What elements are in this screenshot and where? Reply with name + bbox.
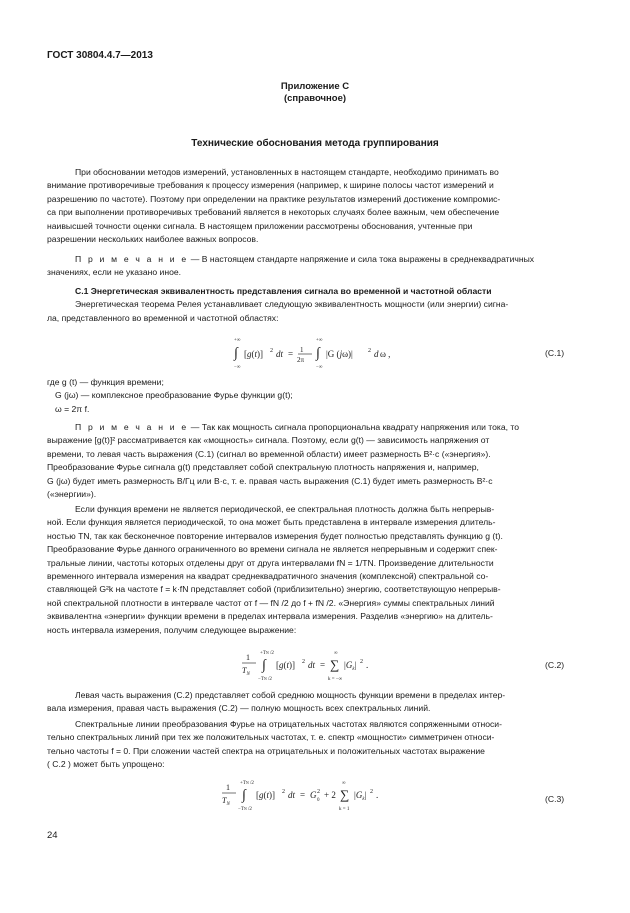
text-line: временного интервала измерения на квадрат среднеквадратичного значения (комплексной) спектральной со- <box>47 571 489 581</box>
svg-text:−TN /2: −TN /2 <box>258 676 272 682</box>
note-label: П р и м е ч а н и е <box>75 254 189 264</box>
text-line: ла, представленного во временной и частотной областях: <box>47 312 279 323</box>
svg-text:∫: ∫ <box>262 658 266 673</box>
text-line: ной. Если функция является периодической, то она может быть представлена в интервале измерения длитель- <box>47 517 496 528</box>
text-line: внимание противоречивые требования к процессу измерения (например, к ширине полосы частот измерений и <box>47 180 494 191</box>
text-line: Преобразование Фурье сигнала g(t) представляет собой спектральную плотность напряжения и, например, <box>47 462 479 473</box>
equation-c2 <box>232 644 432 688</box>
note-1 <box>47 253 581 281</box>
text-line: тельно спектральных линий при тех же положительных частотах, т. е. спектр «мощности» симметричен относи- <box>47 732 495 743</box>
text-line: G (jω) будет иметь размерность В/Гц или В·с, т. е. правая часть выражения (С.1) будет иметь размерность В²·с <box>47 475 493 486</box>
text-line: времени, то левая часть выражения (С.1) (сигнал во временной области) имеет размерность В²·с («энергия»). <box>47 448 491 459</box>
section-title: Технические обоснования метода группирования <box>191 138 439 149</box>
svg-text:1: 1 <box>246 653 250 662</box>
note-label: П р и м е ч а н и е <box>75 422 189 432</box>
text-line: Преобразование Фурье данного ограниченного во времени сигнала не является непрерывным и содержит спек- <box>47 544 498 555</box>
svg-text:∞: ∞ <box>342 781 346 786</box>
svg-text:+ 2: + 2 <box>324 790 336 800</box>
svg-text:∑: ∑ <box>340 787 350 802</box>
svg-text:1: 1 <box>300 346 304 354</box>
document-header: ГОСТ 30804.4.7—2013 <box>47 50 153 61</box>
equation-c1 <box>220 333 430 373</box>
svg-text:=: = <box>288 349 294 359</box>
text-line: вала измерения, правая часть выражения (С.2) — полную мощность всех спектральных линий. <box>47 703 431 714</box>
svg-text:G: G <box>310 790 317 800</box>
svg-text:.: . <box>376 790 379 800</box>
svg-text:+TN /2: +TN /2 <box>260 650 274 656</box>
svg-text:.: . <box>366 660 369 670</box>
intro-paragraph <box>47 166 581 248</box>
equation-number: (С.1) <box>545 348 565 358</box>
text-line: ω = 2π f. <box>55 403 90 414</box>
text-line <box>75 253 581 266</box>
text-line: Если функция времени не является периодической, ее спектральная плотность должна быть непрерыв- <box>75 504 495 514</box>
svg-text:dt: dt <box>308 660 316 670</box>
svg-text:−∞: −∞ <box>316 365 323 370</box>
text-line: значениях, если не указано иное. <box>47 267 182 278</box>
svg-text:2: 2 <box>368 348 371 354</box>
svg-text:dt: dt <box>276 349 284 359</box>
svg-text:2: 2 <box>302 659 305 665</box>
text-line: Левая часть выражения (С.2) представляет собой среднюю мощность функции времени в пределах интер- <box>75 690 506 700</box>
text-line: выражение [g(t)]² рассматривается как «мощность» сигнала. Поэтому, если g(t) — зависимость напряжения от <box>47 435 490 446</box>
appendix-heading <box>0 81 630 105</box>
svg-text:d: d <box>374 349 379 359</box>
text-line: где g (t) — функция времени; <box>47 377 164 387</box>
where-list <box>47 376 581 416</box>
text-line: разрешении нескольких наиболее важных вопросов. <box>47 234 259 244</box>
text-line: При обосновании методов измерений, установленных в настоящем стандарте, необходимо принимать во <box>75 167 499 177</box>
svg-text:0: 0 <box>317 798 320 803</box>
svg-text:|Gk|: $|G_k|$ <box>344 660 357 672</box>
appendix-type: (справочное) <box>283 93 347 104</box>
svg-text:[g(t)]: [g(t)] <box>244 349 264 359</box>
svg-text:+∞: +∞ <box>316 338 323 343</box>
svg-text:∫: ∫ <box>234 346 238 361</box>
text-line: G (jω) — комплексное преобразование Фурье функции g(t); <box>55 390 293 401</box>
svg-text:2: 2 <box>270 348 273 354</box>
note-text: — В настоящем стандарте напряжение и сила тока выражены в среднеквадратичных <box>188 254 535 264</box>
text-line: ной спектральной плотности в интервале частот от f — fN /2 до f + fN /2. «Энергия» суммы спектральных линий <box>47 597 495 608</box>
svg-text:2π: 2π <box>297 356 305 364</box>
svg-text:∞: ∞ <box>334 651 338 656</box>
equation-number: (С.2) <box>545 660 565 670</box>
svg-text:k = −∞: k = −∞ <box>328 677 343 682</box>
text-line: ность интервала измерения, получим следующее выражение: <box>47 624 297 635</box>
text-line: тельно частоты f = 0. При сложении частей спектра на отрицательных и положительных частотах выражение <box>47 745 485 756</box>
svg-text:+∞: +∞ <box>234 338 241 343</box>
text-line: Спектральные линии преобразования Фурье на отрицательных частотах являются сопряженными относи- <box>75 719 502 729</box>
svg-text:−∞: −∞ <box>234 365 241 370</box>
paragraph-periodic <box>47 503 581 639</box>
svg-text:=: = <box>300 790 306 800</box>
text-line: наивысшей точности оценки сигнала. В настоящем приложении рассмотрены обоснования, учтенные при <box>47 220 473 231</box>
svg-text:−TN /2: −TN /2 <box>238 806 252 812</box>
svg-text:∫: ∫ <box>242 788 246 803</box>
svg-text:[g(t)]: [g(t)] <box>256 790 276 800</box>
text-line: ( С.2 ) может быть упрощено: <box>47 759 165 770</box>
text-line: тральные линии, частоты которых отделены друг от друга интервалами fN = 1/TN. Произведение длительности <box>47 557 494 568</box>
svg-text:ω ,: ω , <box>380 349 391 359</box>
text-line: са при выполнении противоречивых требований является в некоторых случаях более важным, чем обеспечение <box>47 207 500 218</box>
svg-text:1: 1 <box>226 783 230 792</box>
svg-text:dt: dt <box>288 790 296 800</box>
text-line: ставляющей G²k на частоте f = k·fN представляет собой (приблизительно) энергию, соответствующую непрерыв- <box>47 584 501 595</box>
section-c1 <box>47 285 581 327</box>
appendix-label: Приложение С <box>280 81 350 92</box>
note-2 <box>47 421 581 503</box>
svg-text:|Gk|: $|G_k|$ <box>354 790 367 802</box>
note-text: — Так как мощность сигнала пропорциональна квадрату напряжения или тока, то <box>188 422 520 432</box>
paragraph-spectral <box>47 718 581 774</box>
text-line: ностью TN, так как бесконечное повторение интервалов измерения будет полностью представлять функцию g (t). <box>47 530 503 541</box>
svg-text:2: 2 <box>317 789 320 795</box>
text-line <box>75 421 581 434</box>
svg-text:TN: $T_N$ <box>222 796 230 807</box>
equation-number: (С.3) <box>545 794 565 804</box>
svg-text:|G (jω)|: |G (jω)| <box>326 349 353 359</box>
svg-text:=: = <box>320 660 326 670</box>
text-line: Энергетическая теорема Релея устанавливает следующую эквивалентность мощности (или энергии) сигна- <box>75 299 509 310</box>
section-heading: С.1 Энергетическая эквивалентность представления сигнала во временной и частотной области <box>75 286 492 296</box>
svg-text:[g(t)]: [g(t)] <box>276 660 296 670</box>
text-line: эквивалентна «энергии» функции времени в пределах интервала измерения. Разделив «энергию» на длитель- <box>47 611 493 622</box>
text-line: разрешению по частоте). Поэтому при определении на практике результатов измерений достижение компромис- <box>47 193 501 204</box>
svg-text:2: 2 <box>370 789 373 795</box>
equation-c3 <box>212 774 412 818</box>
svg-text:TN: $T_N$ <box>242 666 250 677</box>
text-line: («энергии»). <box>47 489 97 499</box>
svg-text:k = 1: k = 1 <box>339 807 350 812</box>
svg-text:+TN /2: +TN /2 <box>240 780 254 786</box>
svg-text:∫: ∫ <box>316 346 320 361</box>
page-number: 24 <box>47 830 58 841</box>
svg-text:2: 2 <box>360 659 363 665</box>
svg-text:∑: ∑ <box>330 657 340 672</box>
paragraph-left-right <box>47 689 581 717</box>
svg-text:2: 2 <box>282 789 285 795</box>
